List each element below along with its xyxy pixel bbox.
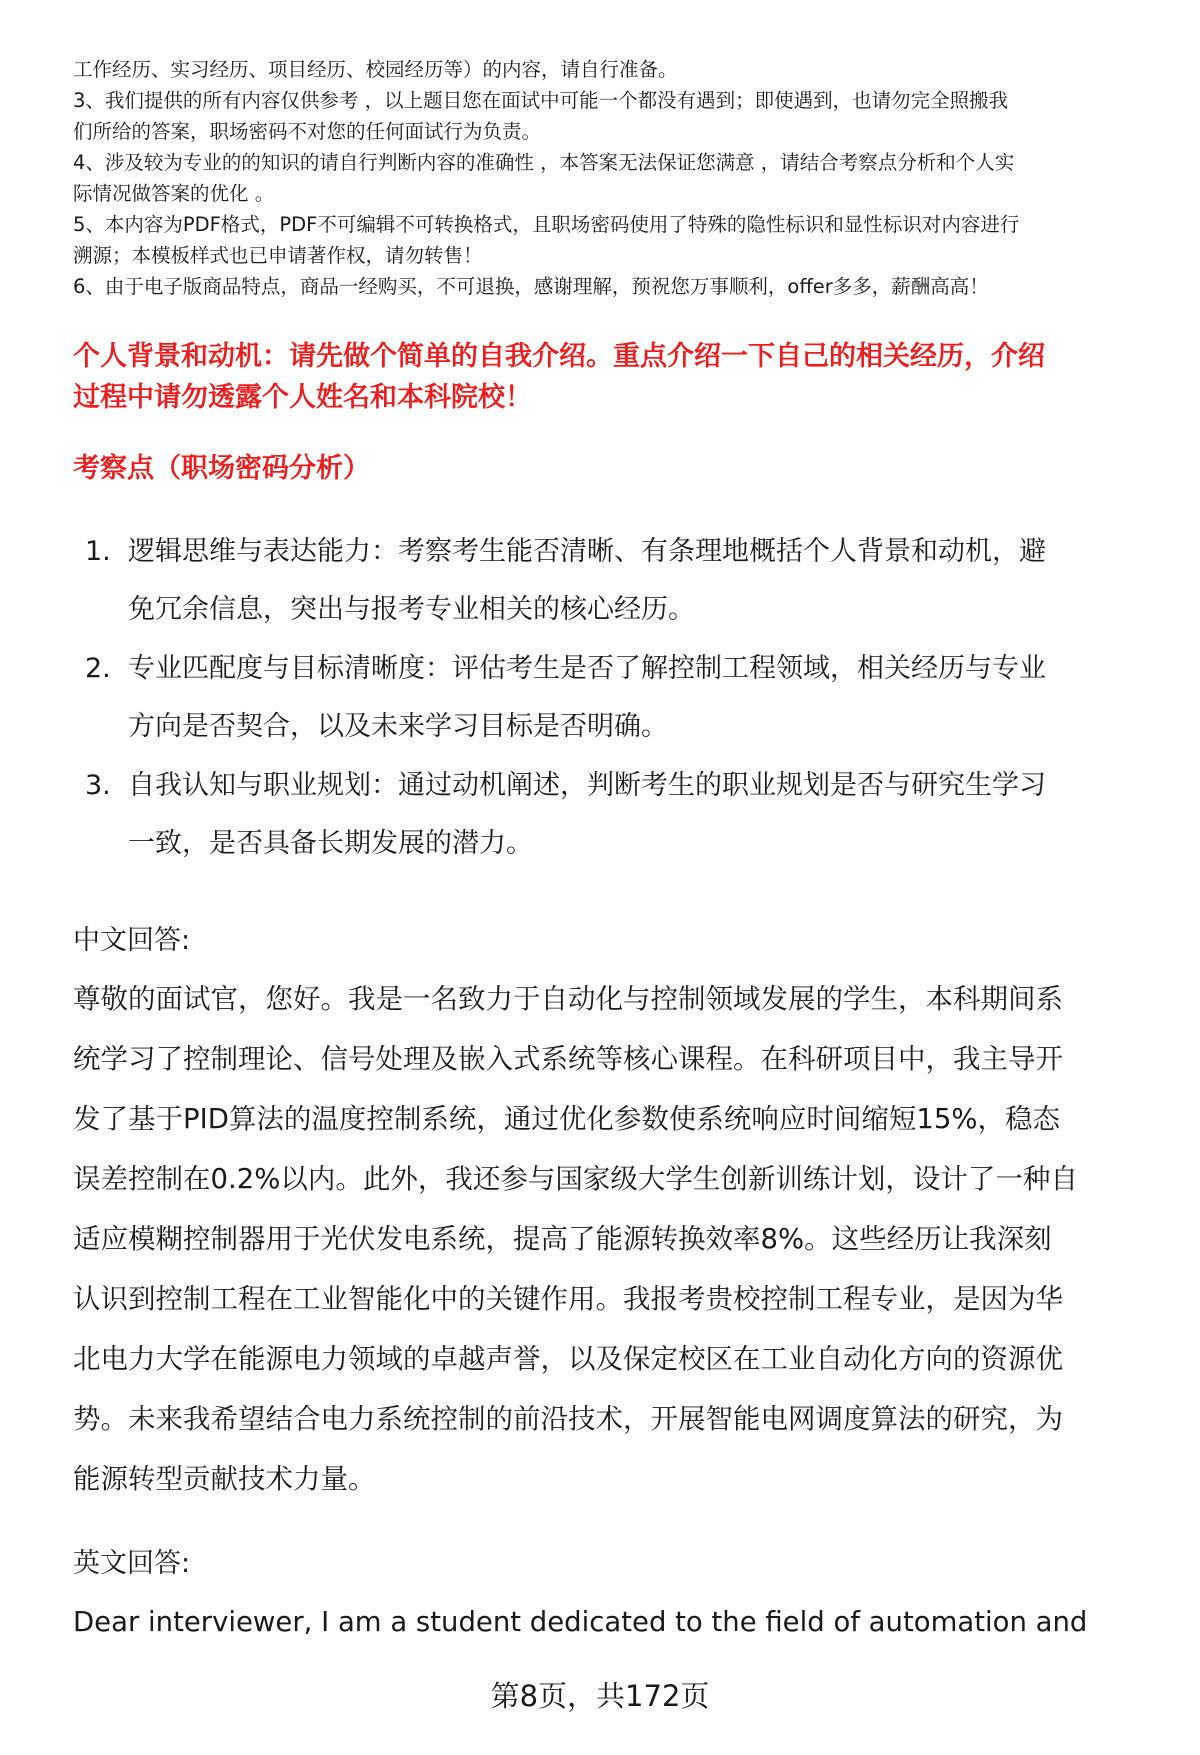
evaluation-item-number: 3. — [85, 770, 111, 801]
evaluation-item-text: 逻辑思维与表达能力：考察考生能否清晰、有条理地概括个人背景和动机，避 — [128, 536, 1046, 567]
english-answer-line: Dear interviewer, I am a student dedicated to the field of automation and — [73, 1606, 1088, 1638]
question-heading-line2: 过程中请勿透露个人姓名和本科院校！ — [73, 382, 532, 413]
chinese-answer-label: 中文回答: — [73, 925, 191, 956]
notice-line: 们所给的答案，职场密码不对您的任何面试行为负责。 — [73, 120, 542, 143]
notice-line: 6、由于电子版商品特点，商品一经购买，不可退换，感谢理解，预祝您万事顺利，offer多多，薪酬高高！ — [73, 275, 989, 298]
notice-line: 工作经历、实习经历、项目经历、校园经历等）的内容，请自行准备。 — [73, 58, 678, 81]
question-heading-line1: 个人背景和动机：请先做个简单的自我介绍。重点介绍一下自己的相关经历，介绍 — [73, 341, 1045, 372]
notice-line: 际情况做答案的优化 。 — [73, 182, 275, 205]
evaluation-item-text: 自我认知与职业规划：通过动机阐述，判断考生的职业规划是否与研究生学习 — [128, 770, 1046, 801]
english-answer-label: 英文回答: — [73, 1548, 191, 1579]
notice-line: 溯源；本模板样式也已申请著作权，请勿转售！ — [73, 244, 483, 267]
evaluation-heading: 考察点（职场密码分析） — [73, 453, 370, 484]
chinese-answer-line: 认识到控制工程在工业智能化中的关键作用。我报考贵校控制工程专业，是因为华 — [73, 1283, 1063, 1315]
chinese-answer-line: 发了基于PID算法的温度控制系统，通过优化参数使系统响应时间缩短15%，稳态 — [73, 1103, 1060, 1135]
evaluation-item-text: 一致，是否具备长期发展的潜力。 — [128, 828, 533, 859]
evaluation-item-text: 方向是否契合，以及未来学习目标是否明确。 — [128, 711, 668, 742]
chinese-answer-line: 北电力大学在能源电力领域的卓越声誉，以及保定校区在工业自动化方向的资源优 — [73, 1343, 1063, 1375]
notice-line: 5、本内容为PDF格式，PDF不可编辑不可转换格式，且职场密码使用了特殊的隐性标识和显性标识对内容进行 — [73, 213, 1020, 236]
evaluation-item-text: 免冗余信息，突出与报考专业相关的核心经历。 — [128, 594, 695, 625]
chinese-answer-line: 势。未来我希望结合电力系统控制的前沿技术，开展智能电网调度算法的研究，为 — [73, 1403, 1063, 1435]
chinese-answer-line: 能源转型贡献技术力量。 — [73, 1463, 376, 1495]
notice-line: 3、我们提供的所有内容仅供参考 ，以上题目您在面试中可能一个都没有遇到；即使遇到，也请勿完全照搬我 — [73, 89, 1009, 112]
chinese-answer-line: 统学习了控制理论、信号处理及嵌入式系统等核心课程。在科研项目中，我主导开 — [73, 1043, 1063, 1075]
notice-line: 4、涉及较为专业的的知识的请自行判断内容的准确性 ，本答案无法保证您满意 ，请结合考察点分析和个人实 — [73, 151, 1015, 174]
page-footer: 第8页，共172页 — [490, 1679, 710, 1713]
evaluation-item-number: 1. — [85, 536, 111, 567]
evaluation-item-number: 2. — [85, 653, 111, 684]
chinese-answer-line: 尊敬的面试官，您好。我是一名致力于自动化与控制领域发展的学生，本科期间系 — [73, 983, 1063, 1015]
chinese-answer-line: 适应模糊控制器用于光伏发电系统，提高了能源转换效率8%。这些经历让我深刻 — [73, 1223, 1052, 1255]
evaluation-item-text: 专业匹配度与目标清晰度：评估考生是否了解控制工程领域，相关经历与专业 — [128, 653, 1046, 684]
chinese-answer-line: 误差控制在0.2%以内。此外，我还参与国家级大学生创新训练计划，设计了一种自 — [73, 1163, 1078, 1195]
